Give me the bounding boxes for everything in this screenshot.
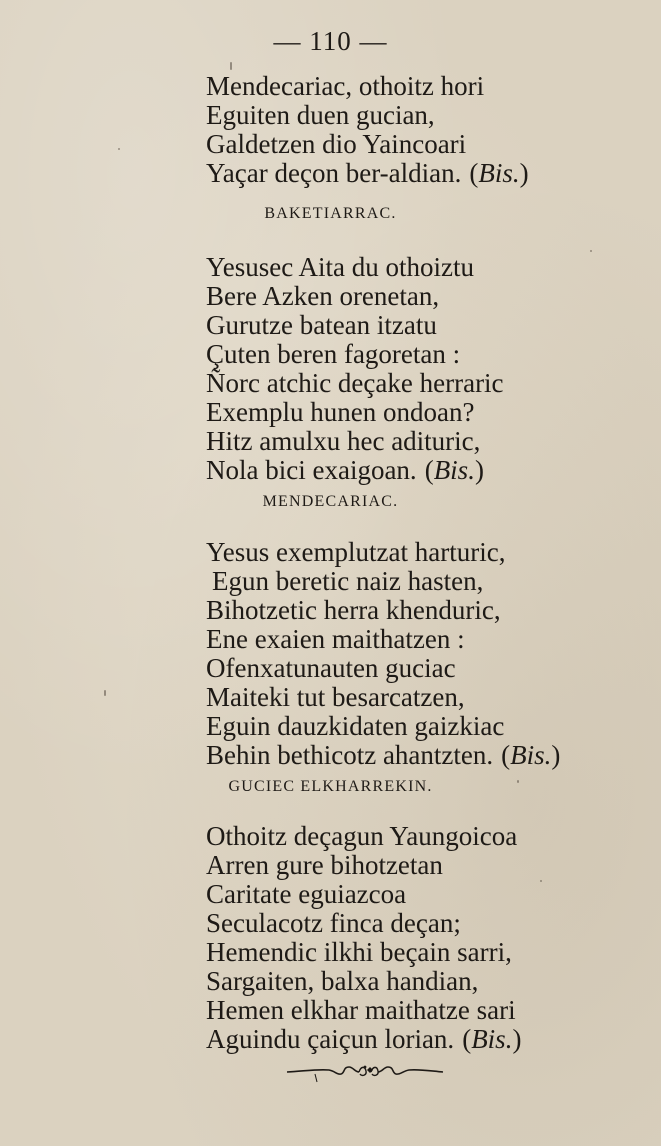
verse-line: Bere Azken orenetan,	[206, 281, 440, 311]
verse-line: Hemendic ilkhi beçain sarri,	[206, 937, 512, 967]
tailpiece-ornament-icon	[285, 1058, 445, 1086]
section-heading: MENDECARIAC.	[262, 493, 399, 510]
verse-line: Eguin dauzkidaten gaizkiac	[206, 711, 505, 741]
verse-line: Behin bethicotz ahantzten.	[206, 740, 494, 770]
ornament-graphic	[285, 1058, 445, 1086]
stanza-3	[206, 538, 560, 770]
verse-line: Ene exaien maithatzen :	[206, 624, 465, 654]
verse-line: Ñorc atchic deçake herraric	[206, 368, 504, 398]
verse-line-with-refrain	[206, 1025, 521, 1054]
verse-line: Eguiten duen gucian,	[206, 100, 435, 130]
verse-line: Hitz amulxu hec adituric,	[206, 426, 481, 456]
verse-line: Galdetzen dio Yaincoari	[206, 129, 467, 159]
section-heading: BAKETIARRAC.	[264, 205, 397, 222]
verse-line-with-refrain	[206, 456, 504, 485]
verse-line: Maiteki tut besarcatzen,	[206, 682, 465, 712]
page-number: — 110 —	[273, 26, 388, 56]
verse-line: Mendecariac, othoitz hori	[206, 71, 485, 101]
verse-line: Bihotzetic herra khenduric,	[206, 595, 501, 625]
verse-line: Gurutze batean itzatu	[206, 310, 437, 340]
verse-line: Çuten beren fagoretan :	[206, 339, 461, 369]
paper-speck	[517, 780, 519, 783]
refrain-marker: (Bis.)	[462, 1024, 522, 1054]
verse-line: Egun beretic naiz hasten,	[212, 566, 484, 596]
verse-line: Hemen elkhar maithatze sari	[206, 995, 516, 1025]
verse-line-with-refrain	[206, 159, 529, 188]
verse-line: Yesusec Aita du othoiztu	[206, 252, 474, 282]
verse-line: Seculacotz finca deçan;	[206, 908, 461, 938]
verse-line: Ofenxatunauten guciac	[206, 653, 456, 683]
verse-line: Yesus exemplutzat harturic,	[206, 537, 506, 567]
paper-speck	[118, 148, 120, 150]
verse-line: Arren gure bihotzetan	[206, 850, 443, 880]
refrain-marker: (Bis.)	[424, 455, 484, 485]
verse-line-with-refrain	[206, 741, 560, 770]
verse-line: Aguindu çaiçun lorian.	[206, 1024, 455, 1054]
verse-line: Othoitz deçagun Yaungoicoa	[206, 821, 518, 851]
paper-speck	[540, 880, 542, 882]
paper-speck	[104, 690, 106, 696]
verse-line: Nola bici exaigoan.	[206, 455, 417, 485]
stanza-1	[206, 72, 529, 188]
verse-line: Caritate eguiazcoa	[206, 879, 407, 909]
verse-line: Exemplu hunen ondoan?	[206, 397, 475, 427]
refrain-marker: (Bis.)	[501, 740, 561, 770]
verse-line: Sargaiten, balxa handian,	[206, 966, 479, 996]
stanza-4	[206, 822, 521, 1054]
paper-speck	[590, 250, 592, 252]
refrain-marker: (Bis.)	[469, 158, 529, 188]
paper-speck	[230, 62, 232, 70]
verse-line: Yaçar deçon ber-aldian.	[206, 158, 462, 188]
section-heading: GUCIEC ELKHARREKIN.	[228, 778, 433, 795]
stanza-2	[206, 253, 504, 485]
